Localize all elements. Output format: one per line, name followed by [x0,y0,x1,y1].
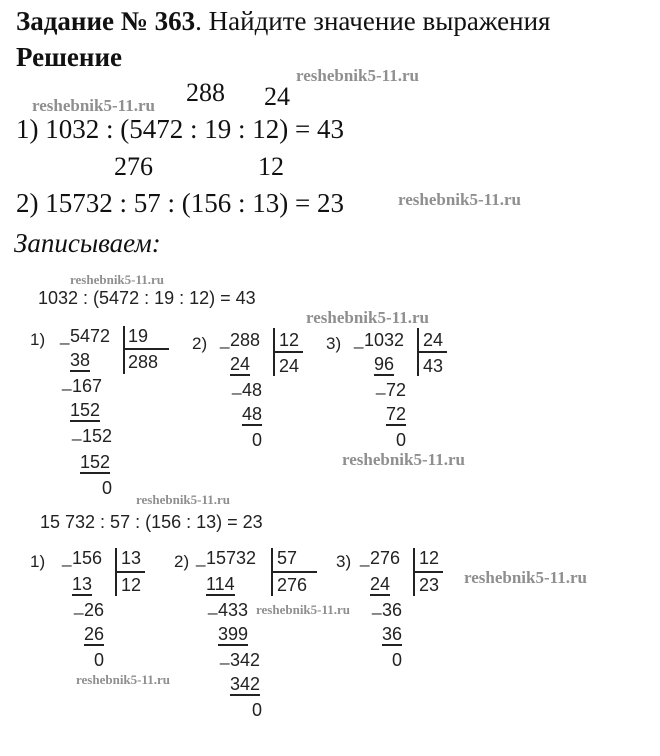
minus-sign: _ [62,548,72,567]
b1d1-step: 38 [70,350,91,370]
b1d2-quotient: 24 [279,356,300,376]
b2d2-num: 2) [174,552,190,571]
expr1-line: 1) 1032 : (5472 : 19 : 12) = 43 [16,114,344,144]
division-bar [273,351,303,353]
b2d3-num: 3) [336,552,352,571]
watermark: reshebnik5-11.ru [342,450,465,469]
division-bar [413,571,443,573]
b2d3-dividend: 276 [370,548,401,568]
division-bar [115,571,145,573]
b2d1-step: 13 [72,574,93,594]
b2d1-dividend: 156 [72,548,103,568]
minus-sign: _ [60,326,70,345]
b2d2-step: 114 [206,574,235,594]
watermark: reshebnik5-11.ru [70,272,165,287]
task-number: Задание № 363 [16,6,196,36]
write-label: Записываем: [14,228,161,258]
expr2-line: 2) 15732 : 57 : (156 : 13) = 23 [16,188,344,218]
minus-sign: _ [196,548,206,567]
expr1-above-b: 24 [264,82,290,111]
b1d3-step: 72 [386,404,407,424]
b2d1-step: 26 [84,624,105,644]
b1d3-step: 72 [386,380,407,400]
b1d2-step: 48 [242,404,263,424]
minus-sign: _ [74,596,84,615]
division-bar [123,348,169,350]
block2-heading: 15 732 : 57 : (156 : 13) = 23 [40,512,263,532]
solution-label: Решение [16,42,122,72]
b1d2-step: 24 [230,354,251,374]
watermark: reshebnik5-11.ru [136,492,231,507]
b2d1-divisor: 13 [121,548,142,568]
b2d1-step: 26 [84,600,105,620]
b2d1-quotient: 12 [121,575,142,595]
b2d3-divisor: 12 [419,548,440,568]
expr2-above-a: 276 [114,152,153,181]
expr1-above-a: 288 [186,78,225,107]
expr2-above-b: 12 [258,152,284,181]
b2d2-dividend: 15732 [206,548,257,568]
division-bar [271,571,317,573]
minus-sign: _ [372,596,382,615]
b2d3-step: 36 [382,624,403,644]
b1d3-step: 96 [374,354,395,374]
b2d3-quotient: 23 [419,575,440,595]
b1d1-remainder: 0 [102,478,113,498]
watermark: reshebnik5-11.ru [256,602,351,617]
b2d2-step: 342 [230,674,261,694]
b1d1-step: 152 [82,426,113,446]
minus-sign: _ [62,372,72,391]
b1d2-dividend: 288 [230,330,261,350]
b2d1-remainder: 0 [94,650,105,670]
b1d2-divisor: 12 [279,330,300,350]
minus-sign: _ [354,330,364,349]
minus-sign: _ [72,422,82,441]
b2d2-quotient: 276 [277,575,308,595]
division-bar [123,326,125,374]
b1d1-quotient: 288 [128,352,159,372]
division-bar [417,351,447,353]
b1d1-step: 152 [80,452,111,472]
watermark: reshebnik5-11.ru [76,672,171,687]
task-title [16,6,550,37]
minus-sign: _ [220,330,230,349]
b2d2-remainder: 0 [252,700,263,720]
b2d3-step: 24 [370,574,391,594]
b2d3-remainder: 0 [392,650,403,670]
minus-sign: _ [220,646,230,665]
b1d2-num: 2) [192,334,208,353]
b1d3-divisor: 24 [423,330,444,350]
b1d3-dividend: 1032 [364,330,405,350]
b1d3-quotient: 43 [423,356,444,376]
watermark: reshebnik5-11.ru [32,96,155,115]
b1d2-remainder: 0 [252,430,263,450]
b2d2-step: 399 [218,624,249,644]
b2d1-num: 1) [30,552,46,571]
b2d2-divisor: 57 [277,548,298,568]
b1d1-step: 167 [72,376,103,396]
watermark: reshebnik5-11.ru [296,66,419,85]
task-text: . Найдите значение выражения [195,6,551,36]
watermark: reshebnik5-11.ru [398,190,521,209]
watermark: reshebnik5-11.ru [464,568,587,587]
minus-sign: _ [208,596,218,615]
block1-heading: 1032 : (5472 : 19 : 12) = 43 [38,288,256,308]
b1d2-step: 48 [242,380,263,400]
b2d2-step: 342 [230,650,261,670]
b1d3-num: 3) [326,334,342,353]
b1d1-dividend: 5472 [70,326,111,346]
watermark: reshebnik5-11.ru [306,308,429,327]
b1d1-divisor: 19 [128,326,149,346]
minus-sign: _ [232,376,242,395]
b1d1-num: 1) [30,330,46,349]
minus-sign: _ [360,548,370,567]
b2d2-step: 433 [218,600,249,620]
b2d3-step: 36 [382,600,403,620]
b1d1-step: 152 [70,400,101,420]
minus-sign: _ [376,376,386,395]
b1d3-remainder: 0 [396,430,407,450]
